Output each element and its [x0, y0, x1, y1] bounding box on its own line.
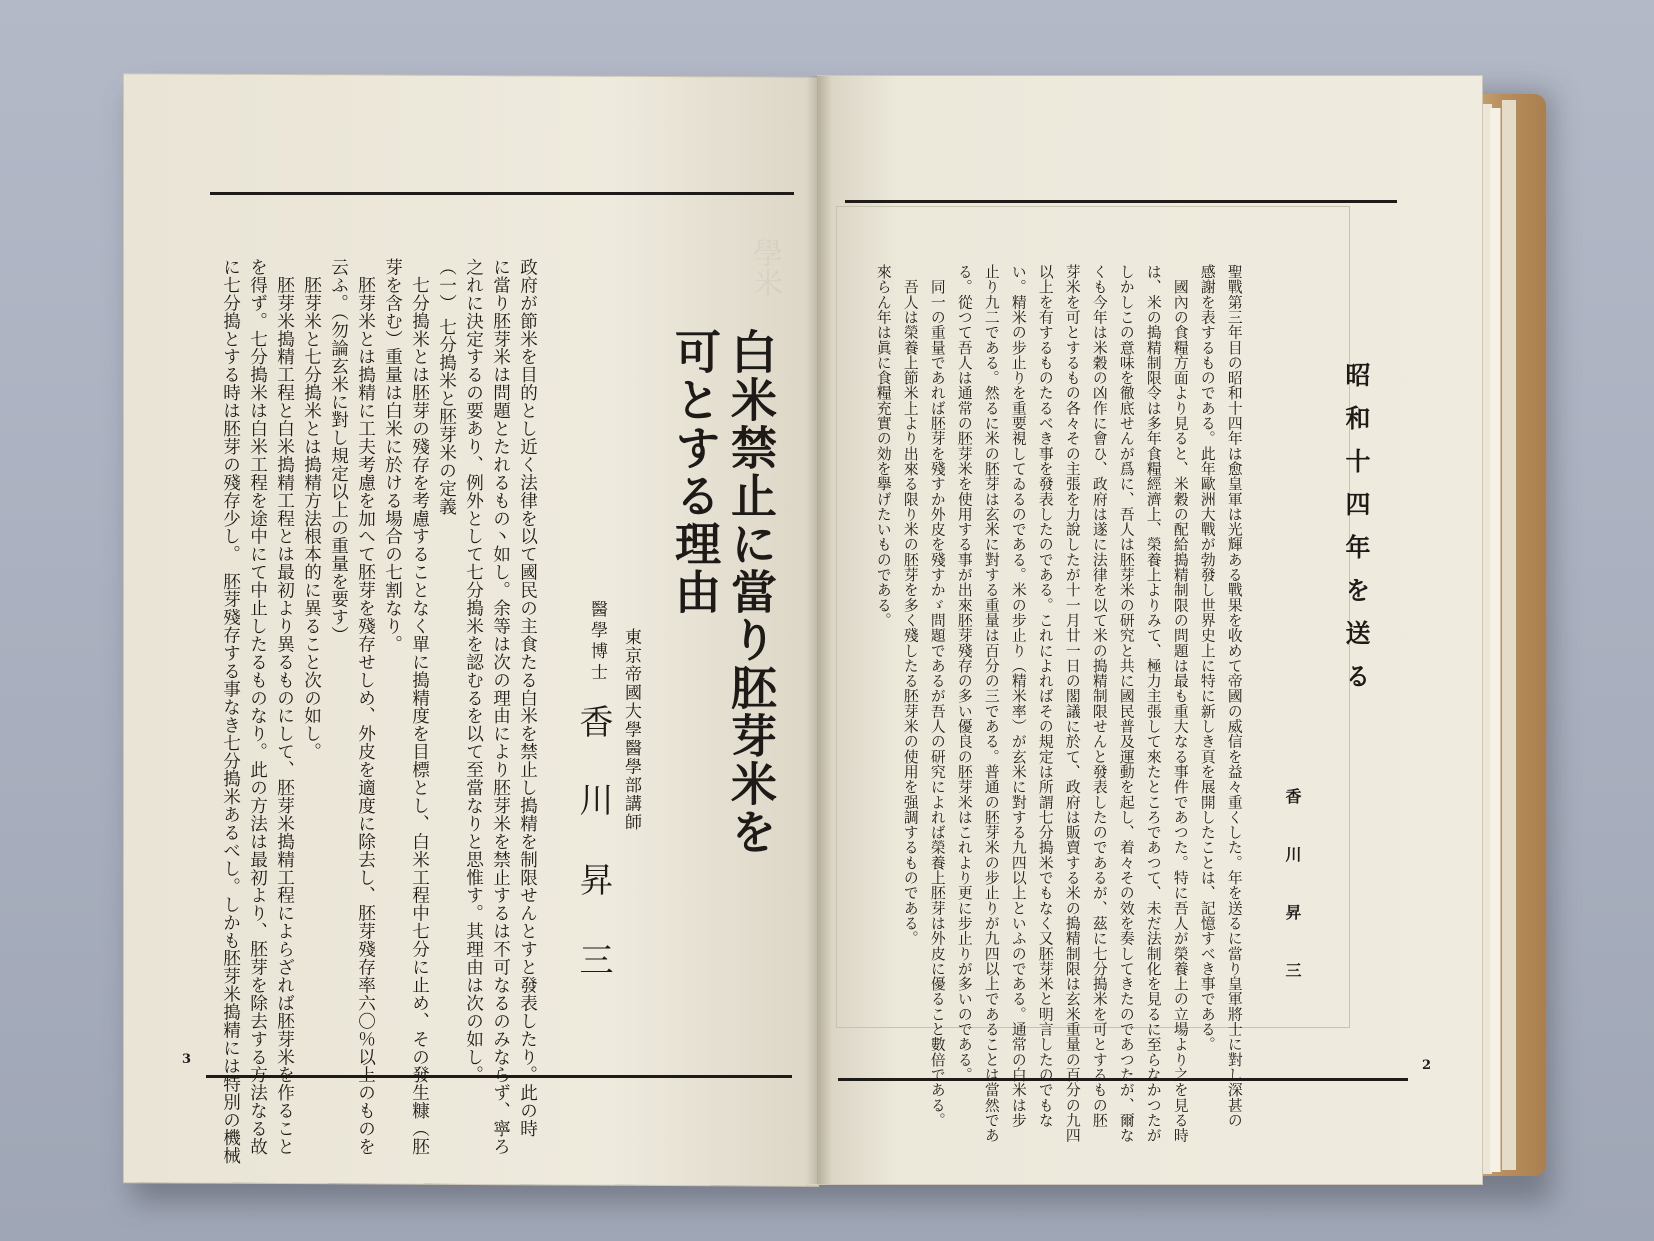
body-column: る。從つて吾人は通常の胚芽米を使用する事が出來胚芽殘存の多い優良の胚芽米はこれより更に步止りが多いのである。: [955, 264, 973, 1083]
body-column: い。精米の步止りを重要視してゐるのである。米の步止り（精米率）が玄米に對する九四以上といふのである。通常の白米は步: [1009, 264, 1027, 1128]
essay-title: 昭和十四年を送る: [1342, 362, 1371, 706]
author-degree: 醫學博士: [587, 600, 607, 684]
author-name-char: 三: [1283, 962, 1302, 978]
body-column: 以上を有するものたるべき事を發表したのである。これによればその規定は所謂七分搗米でもなく又胚芽米と明言したのでもな: [1036, 264, 1054, 1128]
body-column: 胚芽米と七分搗米とは搗精方法根本的に異ること次の如し。: [301, 258, 322, 761]
body-column: は、米の搗精制限令は多年食糧經濟上、榮養上よりみて、極力主張して來たところであつて、未だ法制化を見るに至らなかつたが: [1144, 264, 1162, 1143]
article-title-line-1: 白米禁止に當り胚芽米を: [724, 328, 778, 856]
body-column: 政府が節米を目的とし近く法律を以て國民の主食たる白米を禁止し搗精を制限せんとすと發表したり。此の時: [517, 258, 538, 1138]
body-column: 吾人は榮養上節米上より出來る限り米の胚芽を多く殘したる胚芽米の使用を强調するものである。: [901, 264, 919, 946]
author-name-char: 香: [573, 704, 613, 738]
body-column: 七分搗米とは胚芽の殘存を考慮することなく單に搗精度を目標とし、白米工程中七分に止め、その發生糠（胚: [409, 258, 430, 1156]
body-column: 同一の重量であれば胚芽を殘すか外皮を殘すかゞ問題であるが吾人の研究によれば榮養上胚芽は外皮に優ること數倍である。: [928, 264, 946, 1128]
body-column: 芽米を可とするもの各々その主張を力說したが十一月廿一日の閣議に於て、政府は販賣する米の搗精制限は玄米重量の百分の九四: [1063, 264, 1081, 1143]
body-column: 胚芽米とは搗精に工夫考慮を加へて胚芽を殘存せしめ、外皮を適度に除去し、胚芽殘存率六〇％以上のものを: [355, 258, 376, 1156]
body-column: に當り胚芽米は問題とたれるもの丶如し。余等は次の理由により胚芽米を禁止するは不可なるのみならず、寧ろ: [490, 258, 511, 1156]
body-column: くも今年は米穀の凶作に會ひ、政府は遂に法律を以て米の搗精制限せんと發表したのであるが、茲に七分搗米を可とするもの胚: [1090, 264, 1108, 1128]
body-column: 之れに決定するの要あり、例外として七分搗米を認むるを以て至當なりと思惟す。其理由は次の如し。: [463, 258, 484, 1084]
page-stack-edge: [1490, 108, 1500, 1172]
book-gutter: [806, 76, 832, 1184]
body-column: 云ふ。（勿論玄米に對し規定以上の重量を要す）: [328, 258, 349, 645]
top-rule-left: [210, 192, 794, 195]
page-number-left: 3: [182, 1052, 192, 1067]
section-heading: （一） 七分搗米と胚芽米の定義: [436, 258, 457, 516]
body-column: 芽を含む）重量は白米に於ける場合の七割なり。: [382, 258, 403, 653]
top-rule-right: [845, 200, 1397, 203]
bleed-through-text: 學米: [747, 237, 782, 298]
author-name-char: 三: [573, 942, 613, 976]
body-column: 止り九二である。然るに米の胚芽は玄米に對する重量は百分の三である。普通の胚芽米の步止りが九四以上であることは當然であ: [982, 264, 1000, 1143]
body-column: を得ず。七分搗米は白米工程を途中にて中止したるものなり。此の方法は最初より、胚芽を除去する方法なる故: [247, 258, 268, 1156]
author-name-char: 川: [573, 782, 613, 816]
body-column: 感謝を表するものである。此年歐洲大戰が勃發し世界史上に特に新しき頁を展開したことは、記憶すべき事である。: [1198, 264, 1216, 1052]
body-column: 來らん年は眞に食糧充實の効を擧げたいものである。: [874, 264, 892, 628]
article-title-line-2: 可とする理由: [668, 328, 722, 616]
author-name-char: 川: [1283, 846, 1302, 862]
body-column: しかしこの意味を徹底せんが爲に、吾人は胚芽米の研究と共に國民普及運動を起し、着々その效を奏してきたのであつたが、爾な: [1117, 264, 1135, 1143]
page-number-right: 2: [1422, 1058, 1432, 1073]
page-stack-edge: [1502, 100, 1516, 1170]
body-column: 胚芽米搗精工程と白米搗精工程とは最初より異るものにして、胚芽米搗精工程によらざれば胚芽米を作ること: [274, 258, 295, 1156]
body-column: 國內の食糧方面より見ると、米穀の配給搗精制限の問題は最も重大なる事件であつた。特に吾人が榮養上の立場より之を見る時: [1171, 264, 1189, 1143]
author-name-char: 昇: [1283, 904, 1302, 920]
body-column: 聖戰第三年目の昭和十四年は愈皇軍は光輝ある戰果を收めて帝國の威信を益々重くした。年を送るに當り皇軍將士に對し深甚の: [1225, 264, 1243, 1128]
body-column: に七分搗とする時は胚芽の殘存少し。 胚芽殘存する事なき七分搗米あるべし。しかも胚芽米搗精には特別の機械: [220, 258, 241, 1165]
author-affiliation: 東京帝國大學醫學部講師: [621, 628, 641, 832]
author-name-char: 昇: [573, 862, 613, 896]
author-name-char: 香: [1283, 788, 1302, 804]
